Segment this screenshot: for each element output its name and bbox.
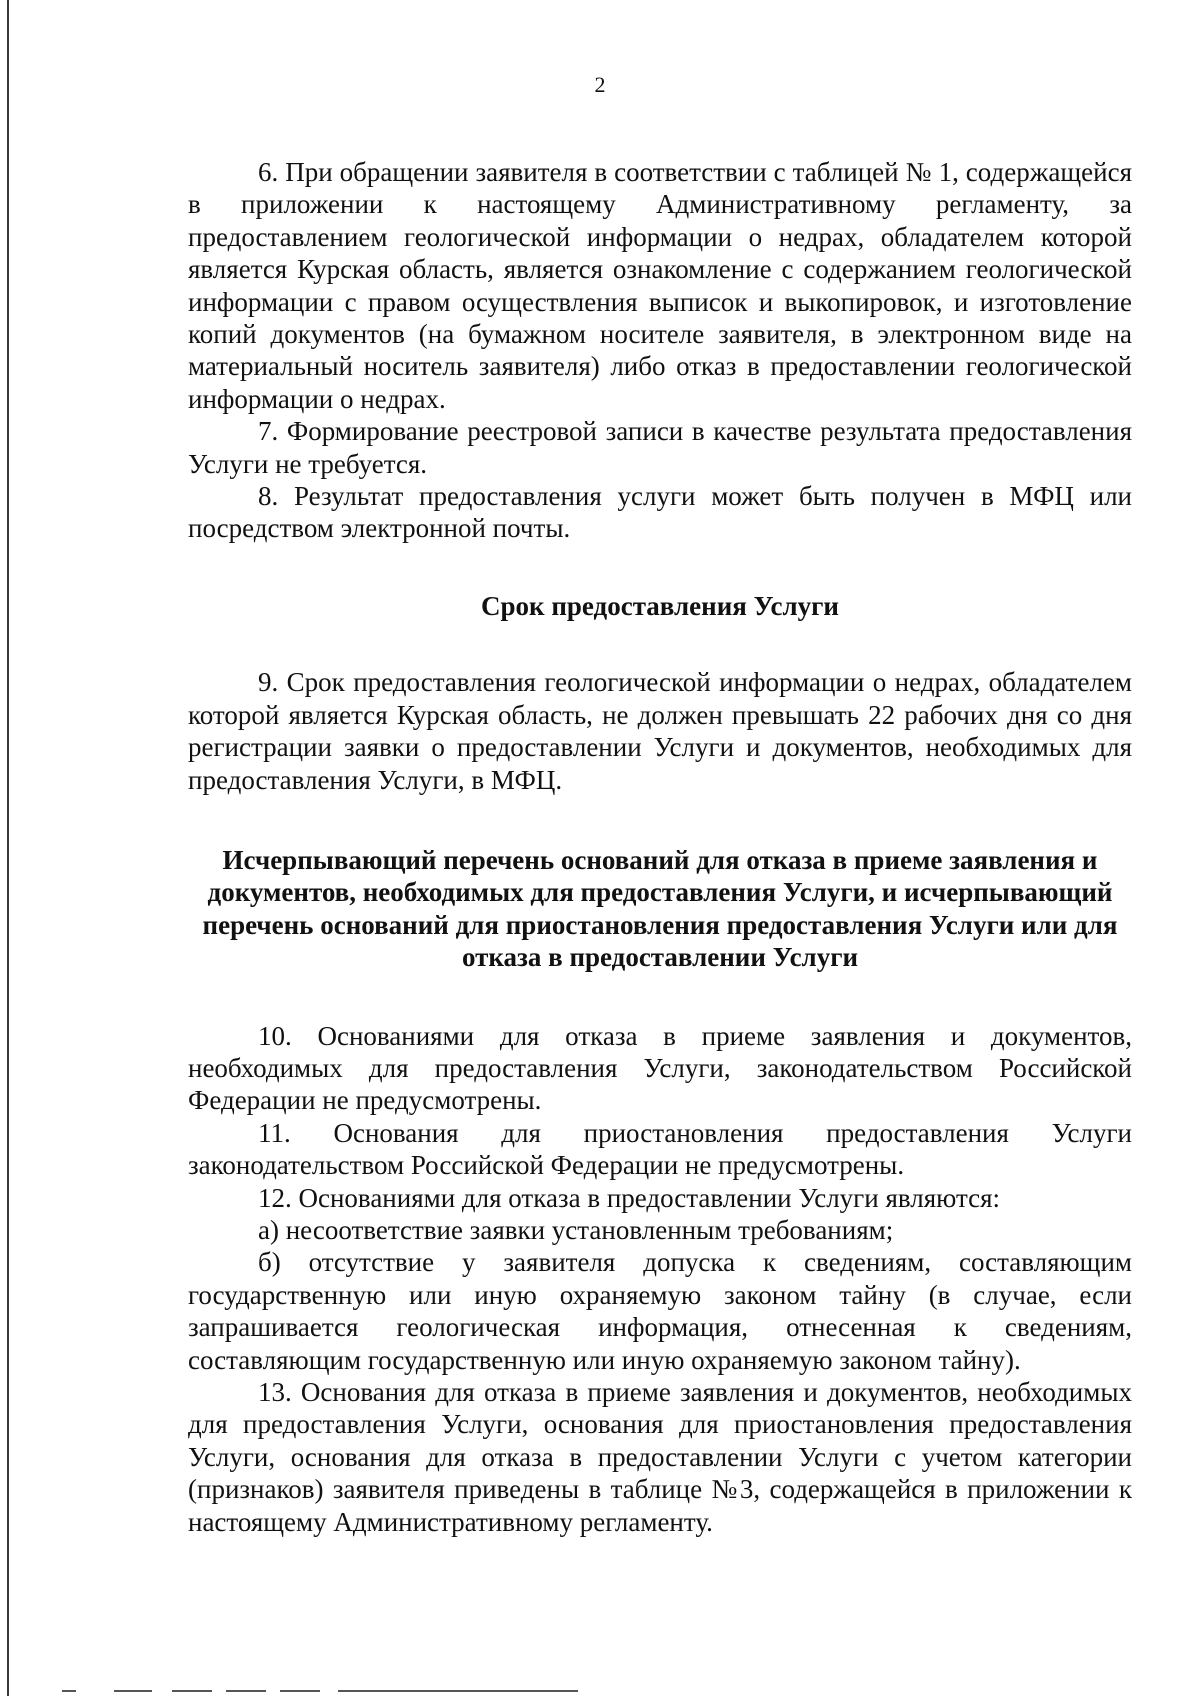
footer-mark: [338, 1690, 578, 1692]
section-heading-term: Срок предоставления Услуги: [481, 590, 839, 621]
footer-mark: [280, 1690, 320, 1692]
scan-footer-marks: [62, 1690, 582, 1692]
paragraph-13: 13. Основания для отказа в приеме заявления и документов, необходимых для предоставления Услуги, основания для приостановления предоставления Услуги, основания для отказа в предоставлении Услуги с учетом категории (признаков) заявителя приведены в таблице №3, содержащейся в приложении к настоящему Административному регламенту.: [188, 1377, 1132, 1537]
section-heading-term-wrap: [188, 545, 1132, 666]
paragraph-8: 8. Результат предоставления услуги может быть получен в МФЦ или посредством электронной почты.: [188, 481, 1132, 544]
paragraph-9: 9. Срок предоставления геологической информации о недрах, обладателем которой является Курская область, не должен превышать 22 рабочих дня со дня регистрации заявки о предоставлении Услуги и документов, необходимых для предоставления Услуги, в МФЦ.: [188, 667, 1132, 795]
scan-left-edge: [7, 0, 9, 1696]
section-heading-refusal-wrap: [188, 796, 1132, 1020]
footer-mark: [226, 1690, 266, 1692]
paragraph-12: 12. Основаниями для отказа в предоставлении Услуги являются:: [258, 1182, 1001, 1213]
paragraph-12-b: б) отсутствие у заявителя допуска к сведениям, составляющим государственную или иную охраняемую законом тайну (в случае, если запрашивается геологическая информация, отнесенная к сведениям, составляющим государственную или иную охраняемую законом тайну).: [188, 1247, 1132, 1375]
footer-mark: [114, 1690, 152, 1692]
page-number: 2: [594, 72, 606, 97]
footer-mark: [172, 1690, 212, 1692]
paragraph-11: 11. Основания для приостановления предоставления Услуги законодательством Российской Федерации не предусмотрены.: [188, 1117, 1132, 1181]
paragraph-7: 7. Формирование реестровой записи в качестве результата предоставления Услуги не требуется.: [188, 416, 1132, 479]
section-heading-refusal: Исчерпывающий перечень оснований для отказа в приеме заявления и документов, необходимых для предоставления Услуги, и исчерпывающий перечень оснований для приостановления предоставления Услуги или для отказа в предоставлении Услуги: [202, 844, 1118, 973]
paragraph-10: 10. Основаниями для отказа в приеме заявления и документов, необходимых для предоставления Услуги, законодательством Российской Федерации не предусмотрены.: [188, 1020, 1132, 1116]
document-body: [188, 156, 1132, 1538]
paragraph-6: 6. При обращении заявителя в соответствии с таблицей № 1, содержащейся в приложении к настоящему Административному регламенту, за предоставлением геологической информации о недрах, обладателем которой является Курская область, является ознакомление с содержанием геологической информации с правом осуществления выписок и выкопировок, и изготовление копий документов (на бумажном носителе заявителя, в электронном виде на материальный носитель заявителя) либо отказ в предоставлении геологической информации о недрах.: [188, 157, 1132, 414]
paragraph-12-a: а) несоответствие заявки установленным требованиям;: [258, 1214, 894, 1245]
footer-mark: [62, 1690, 76, 1692]
